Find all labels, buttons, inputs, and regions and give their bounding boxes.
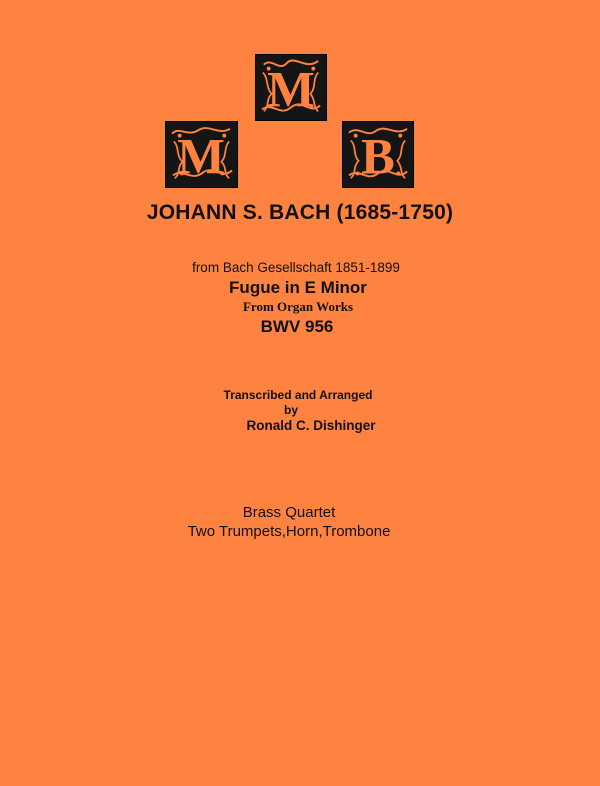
work-subtitle: From Organ Works <box>242 299 354 314</box>
arranger-name: Ronald C. Dishinger <box>246 418 376 433</box>
ornate-letter-m-icon <box>166 122 237 187</box>
source-line: from Bach Gesellschaft 1851-1899 <box>192 260 400 275</box>
ensemble-type: Brass Quartet <box>242 504 336 521</box>
logo-left-letter: M <box>177 128 225 185</box>
catalog-number: BWV 956 <box>260 317 334 336</box>
publisher-logo-m-top <box>255 54 327 121</box>
publisher-logo-m-left <box>165 121 238 188</box>
publisher-logo-b-right <box>342 121 414 188</box>
logo-top-letter: M <box>267 61 315 118</box>
instrumentation: Two Trumpets,Horn,Trombone <box>187 523 391 540</box>
work-title: Fugue in E Minor <box>229 278 367 297</box>
arrangement-by: by <box>283 403 298 417</box>
composer-heading: JOHANN S. BACH (1685-1750) <box>146 201 454 224</box>
arrangement-credit-line: Transcribed and Arranged <box>223 388 373 402</box>
logo-right-letter: B <box>361 128 395 185</box>
ornate-letter-b-icon <box>343 122 413 187</box>
ornate-letter-m-icon <box>256 55 326 120</box>
